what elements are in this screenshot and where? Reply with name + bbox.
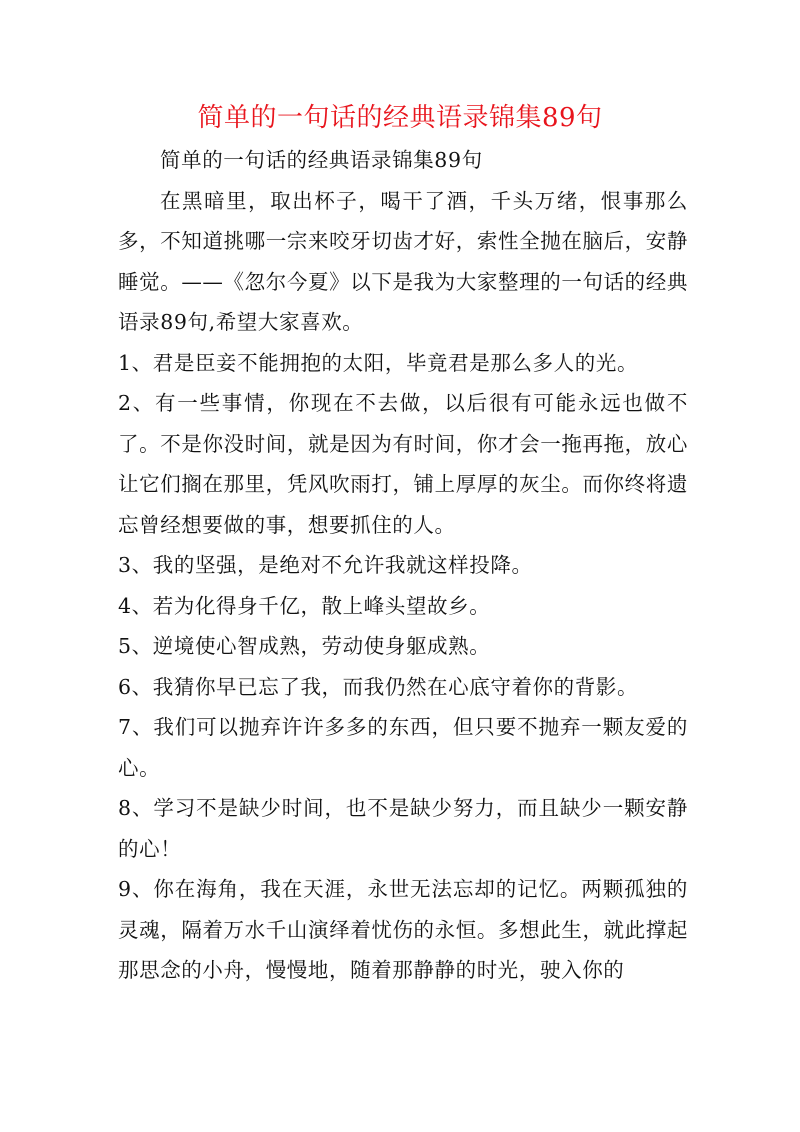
quote-item: 9、你在海角，我在天涯，永世无法忘却的记忆。两颗孤独的灵魂，隔着万水千山演绎着忧伤的永恒。多想此生，就此撑起那思念的小舟，慢慢地，随着那静静的时光，驶入你的 [118,877,688,982]
quote-item: 6、我猜你早已忘了我，而我仍然在心底守着你的背影。 [118,674,639,699]
quote-item: 7、我们可以抛弃许许多多的东西，但只要不抛弃一颗友爱的心。 [118,715,688,780]
quote-item: 8、学习不是缺少时间，也不是缺少努力，而且缺少一颗安静的心！ [118,796,688,861]
quote-item: 1、君是臣妾不能拥抱的太阳，毕竟君是那么多人的光。 [118,350,639,375]
quote-item: 4、若为化得身千亿，散上峰头望故乡。 [118,593,491,618]
document-title: 简单的一句话的经典语录锦集89句 [197,103,603,133]
quote-item: 5、逆境使心智成熟，劳动使身躯成熟。 [118,634,491,658]
intro-paragraph: 在黑暗里，取出杯子，喝干了酒，千头万绪，恨事那么多，不知道挑哪一宗来咬牙切齿才好，索性全抛在脑后，安静睡觉。——《忽尔今夏》以下是我为大家整理的一句话的经典语录89句,希望大家喜欢。 [118,188,688,334]
quote-item: 2、有一些事情，你现在不去做，以后很有可能永远也做不了。不是你没时间，就是因为有时间，你才会一拖再拖，放心让它们搁在那里，凭风吹雨打，铺上厚厚的灰尘。而你终将遗忘曾经想要做的事，想要抓住的人。 [118,391,688,537]
quote-item: 3、我的坚强，是绝对不允许我就这样投降。 [118,553,533,577]
document-subtitle: 简单的一句话的经典语录锦集89句 [160,148,483,172]
document-body [118,140,688,991]
